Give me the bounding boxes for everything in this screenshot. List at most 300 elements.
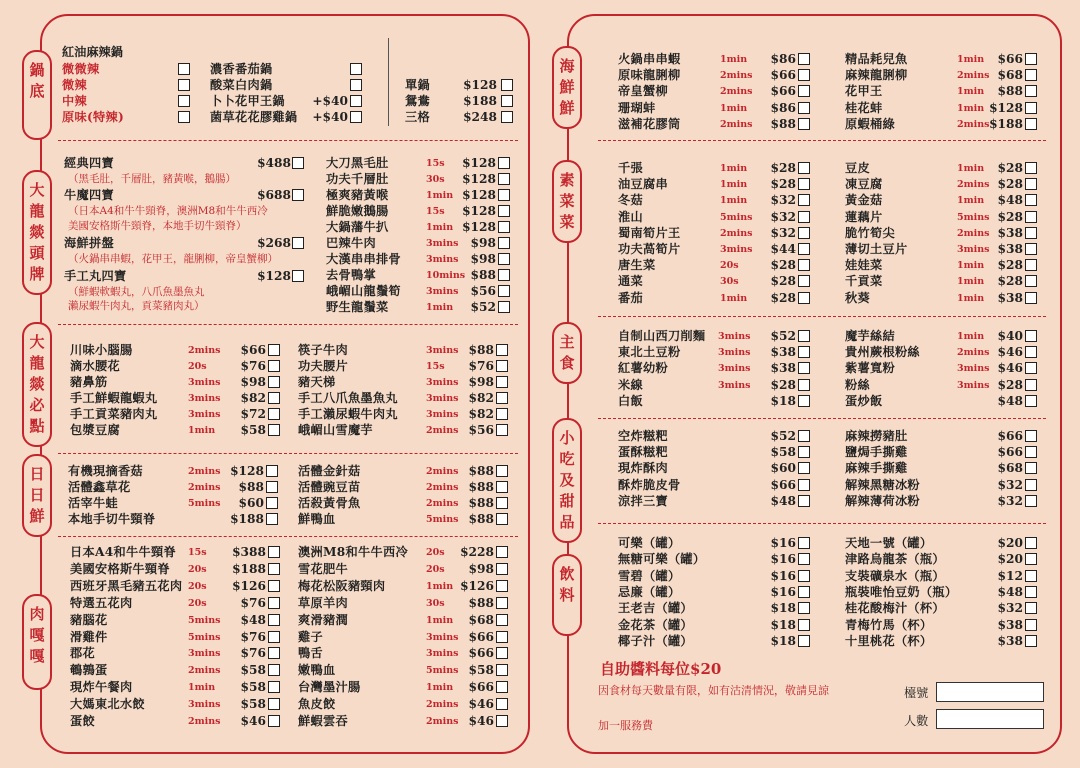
order-checkbox[interactable] (1025, 602, 1037, 614)
menu-item (298, 578, 510, 594)
order-checkbox[interactable] (266, 465, 278, 477)
menu-item (845, 428, 1039, 444)
cook-time: 1min (426, 222, 454, 233)
order-checkbox[interactable] (1025, 53, 1037, 65)
order-checkbox[interactable] (498, 301, 510, 313)
menu-item (298, 374, 510, 390)
item-name: 精品耗兒魚 (845, 52, 908, 66)
order-checkbox[interactable] (268, 698, 280, 710)
order-checkbox[interactable] (498, 157, 510, 169)
order-checkbox[interactable] (798, 537, 810, 549)
order-checkbox[interactable] (798, 227, 810, 239)
combo-name: 手工丸四寶 (64, 269, 127, 283)
item-name: 酥炸脆皮骨 (618, 477, 681, 492)
order-checkbox[interactable] (501, 111, 513, 123)
item-name: 魚皮餃 (298, 697, 336, 712)
item-price: $68 (997, 461, 1023, 476)
section-divider (598, 523, 1046, 524)
order-checkbox[interactable] (1025, 479, 1037, 491)
item-name: 鮮鴨血 (298, 512, 336, 526)
order-checkbox[interactable] (498, 205, 510, 217)
order-checkbox[interactable] (498, 221, 510, 233)
order-checkbox[interactable] (292, 270, 304, 282)
item-price: $16 (770, 552, 796, 567)
order-checkbox[interactable] (268, 614, 280, 626)
order-checkbox[interactable] (268, 408, 280, 420)
menu-item (70, 713, 282, 729)
item-name: 東北土豆粉 (618, 345, 681, 360)
order-checkbox[interactable] (268, 580, 280, 592)
order-checkbox[interactable] (1025, 346, 1037, 358)
item-price: $48 (997, 584, 1023, 599)
cook-time: 2mins (720, 227, 753, 239)
table-number-field[interactable] (936, 682, 1044, 702)
order-checkbox[interactable] (798, 162, 810, 174)
item-name: 無糖可樂（罐） (618, 552, 706, 567)
soup-name: 菌草花花膠雞鍋 (210, 110, 298, 124)
combo-description: 美國安格斯牛頸脊，本地手切牛頸脊） (68, 220, 247, 232)
item-name: 大漢串串排骨 (326, 252, 401, 266)
order-checkbox[interactable] (266, 497, 278, 509)
order-checkbox[interactable] (496, 563, 508, 575)
order-checkbox[interactable] (268, 344, 280, 356)
order-checkbox[interactable] (798, 346, 810, 358)
order-checkbox[interactable] (178, 111, 190, 123)
item-name: 極爽豬黃喉 (326, 188, 389, 202)
item-name: 蜀南筍片王 (618, 225, 681, 240)
item-price: $68 (997, 68, 1023, 83)
item-name: 火鍋串串蝦 (618, 52, 681, 66)
item-price: $12 (997, 568, 1023, 583)
order-checkbox[interactable] (496, 546, 508, 558)
item-price: $66 (468, 680, 494, 695)
order-checkbox[interactable] (798, 495, 810, 507)
order-checkbox[interactable] (268, 715, 280, 727)
menu-item (298, 422, 510, 438)
menu-item (70, 342, 282, 358)
order-checkbox[interactable] (798, 553, 810, 565)
item-price: $52 (770, 329, 796, 343)
item-price: $88 (468, 464, 494, 478)
menu-item (618, 225, 812, 241)
order-checkbox[interactable] (496, 408, 508, 420)
sauce-charge: 自助醬料每位$20 (600, 660, 722, 678)
order-checkbox[interactable] (798, 275, 810, 287)
cook-time: 1min (957, 276, 985, 288)
order-checkbox[interactable] (1025, 85, 1037, 97)
size-name: 鴛鴦 (405, 94, 430, 108)
menu-item (618, 633, 812, 649)
order-checkbox[interactable] (1025, 635, 1037, 647)
cook-time: 2mins (426, 482, 459, 493)
order-checkbox[interactable] (268, 424, 280, 436)
combo-description: （日本A4和牛牛頸脊，澳洲M8和牛牛西冷 (68, 205, 268, 217)
item-price: $16 (770, 584, 796, 599)
item-price: $18 (770, 633, 796, 648)
item-price: $48 (997, 193, 1023, 208)
order-checkbox[interactable] (496, 376, 508, 388)
order-checkbox[interactable] (498, 189, 510, 201)
cook-time: 3mins (426, 377, 459, 388)
order-checkbox[interactable] (798, 446, 810, 458)
menu-item (298, 645, 510, 661)
order-checkbox[interactable] (1025, 553, 1037, 565)
item-name: 西班牙黑毛豬五花肉 (70, 578, 183, 593)
item-name: 秋葵 (845, 290, 870, 305)
pot-size (405, 93, 513, 109)
item-name: 滴水腰花 (70, 359, 120, 373)
order-checkbox[interactable] (798, 395, 810, 407)
item-price: $18 (770, 601, 796, 616)
order-checkbox[interactable] (1025, 102, 1037, 114)
order-checkbox[interactable] (266, 513, 278, 525)
spice-level (62, 93, 194, 109)
soup-base (210, 61, 364, 77)
soup-name: 濃香番茄鍋 (210, 62, 273, 76)
order-checkbox[interactable] (501, 79, 513, 91)
order-checkbox[interactable] (798, 211, 810, 223)
order-checkbox[interactable] (798, 118, 810, 130)
order-checkbox[interactable] (1025, 243, 1037, 255)
item-name: 原味龍脷柳 (618, 68, 681, 83)
menu-item (618, 568, 812, 584)
item-price: $66 (997, 429, 1023, 443)
item-price: $76 (240, 359, 266, 373)
order-checkbox[interactable] (1025, 330, 1037, 342)
cook-time: 1min (426, 190, 454, 201)
menu-item (326, 219, 512, 235)
item-price: $88 (468, 595, 494, 610)
service-charge: 加一服務費 (598, 719, 653, 732)
order-checkbox[interactable] (798, 85, 810, 97)
item-name: 黃金菇 (845, 193, 883, 208)
order-checkbox[interactable] (798, 379, 810, 391)
order-checkbox[interactable] (498, 173, 510, 185)
order-checkbox[interactable] (1025, 395, 1037, 407)
item-price: $32 (770, 209, 796, 224)
order-checkbox[interactable] (798, 635, 810, 647)
section-divider (58, 140, 518, 141)
order-checkbox[interactable] (496, 465, 508, 477)
order-checkbox[interactable] (496, 580, 508, 592)
order-checkbox[interactable] (496, 360, 508, 372)
order-checkbox[interactable] (1025, 194, 1037, 206)
item-name: 淮山 (618, 209, 643, 224)
order-checkbox[interactable] (1025, 259, 1037, 271)
menu-item (326, 235, 512, 251)
order-checkbox[interactable] (268, 597, 280, 609)
order-checkbox[interactable] (498, 253, 510, 265)
item-name: 魔芋絲結 (845, 329, 895, 343)
order-checkbox[interactable] (1025, 69, 1037, 81)
item-price: $20 (997, 552, 1023, 567)
order-checkbox[interactable] (798, 479, 810, 491)
item-price: $66 (997, 445, 1023, 460)
cook-time: 1min (720, 195, 748, 207)
order-checkbox[interactable] (496, 631, 508, 643)
order-checkbox[interactable] (1025, 362, 1037, 374)
item-price: $76 (240, 595, 266, 610)
item-name: 貴州蕨根粉絲 (845, 345, 920, 360)
order-checkbox[interactable] (292, 157, 304, 169)
cook-time: 2mins (720, 118, 753, 130)
order-checkbox[interactable] (798, 570, 810, 582)
menu-item (298, 612, 510, 628)
order-checkbox[interactable] (1025, 495, 1037, 507)
item-price: $88 (468, 480, 494, 494)
order-checkbox[interactable] (1025, 537, 1037, 549)
item-name: 爽滑豬潤 (298, 612, 348, 627)
order-checkbox[interactable] (496, 715, 508, 727)
order-checkbox[interactable] (798, 53, 810, 65)
order-checkbox[interactable] (1025, 586, 1037, 598)
order-checkbox[interactable] (268, 647, 280, 659)
order-checkbox[interactable] (496, 481, 508, 493)
cook-time: 20s (188, 597, 207, 609)
order-checkbox[interactable] (798, 602, 810, 614)
cook-time: 2mins (188, 482, 221, 493)
spice-level (62, 109, 194, 125)
item-price: $88 (238, 480, 264, 494)
item-name: 娃娃菜 (845, 258, 883, 273)
cook-time: 3mins (718, 331, 751, 342)
item-name: 鵪鶉蛋 (70, 663, 108, 678)
item-name: 王老吉（罐） (618, 601, 693, 616)
item-price: $32 (997, 601, 1023, 616)
divider-line (388, 38, 389, 126)
order-checkbox[interactable] (496, 647, 508, 659)
item-name: 現炸酥肉 (618, 461, 668, 476)
menu-item (618, 344, 812, 360)
pot-size (405, 77, 513, 93)
size-name: 單鍋 (405, 78, 430, 92)
order-checkbox[interactable] (350, 111, 362, 123)
item-name: 筷子牛肉 (298, 343, 348, 357)
cook-time: 10mins (426, 270, 466, 281)
cook-time: 1min (188, 425, 216, 436)
order-checkbox[interactable] (496, 597, 508, 609)
menu-item (845, 535, 1039, 551)
cook-time: 3mins (720, 244, 753, 255)
menu-item (298, 696, 510, 712)
order-checkbox[interactable] (1025, 379, 1037, 391)
category-tab-vegetables: 素菜菜 (552, 160, 582, 243)
order-checkbox[interactable] (1025, 462, 1037, 474)
menu-item (70, 390, 282, 406)
order-checkbox[interactable] (798, 586, 810, 598)
menu-item (618, 176, 812, 192)
item-price: $28 (997, 161, 1023, 175)
cook-time: 3mins (426, 286, 459, 297)
menu-item (845, 290, 1039, 306)
item-price: $88 (468, 496, 494, 510)
cook-time: 2mins (188, 466, 221, 477)
order-checkbox[interactable] (496, 513, 508, 525)
item-name: 雪碧（罐） (618, 568, 681, 583)
order-checkbox[interactable] (496, 344, 508, 356)
order-checkbox[interactable] (496, 614, 508, 626)
menu-item (70, 629, 282, 645)
order-checkbox[interactable] (268, 546, 280, 558)
item-name: 蛋酥糍粑 (618, 445, 668, 460)
order-checkbox[interactable] (1025, 178, 1037, 190)
menu-item (845, 444, 1039, 460)
order-checkbox[interactable] (1025, 446, 1037, 458)
item-name: 豬天梯 (298, 375, 336, 389)
cook-time: 1min (426, 302, 454, 313)
cook-time: 3mins (957, 244, 990, 255)
item-price: $188 (232, 561, 266, 576)
order-checkbox[interactable] (1025, 619, 1037, 631)
item-price: $28 (770, 161, 796, 175)
order-checkbox[interactable] (1025, 227, 1037, 239)
menu-item (845, 225, 1039, 241)
order-checkbox[interactable] (1025, 570, 1037, 582)
menu-item (618, 51, 812, 67)
cook-time: 1min (957, 86, 985, 98)
order-checkbox[interactable] (292, 237, 304, 249)
item-name: 功夫腰片 (298, 359, 348, 373)
order-checkbox[interactable] (798, 178, 810, 190)
item-name: 千貢菜 (845, 274, 883, 289)
item-price: $46 (997, 361, 1023, 376)
item-name: 帝皇蟹柳 (618, 84, 668, 99)
item-price: $228 (460, 545, 494, 559)
order-checkbox[interactable] (350, 63, 362, 75)
item-price: $82 (468, 391, 494, 405)
item-price: $98 (470, 252, 496, 266)
order-checkbox[interactable] (798, 259, 810, 271)
order-checkbox[interactable] (496, 681, 508, 693)
order-checkbox[interactable] (798, 292, 810, 304)
item-price: $88 (997, 84, 1023, 99)
section-divider (58, 536, 518, 537)
menu-item (70, 544, 282, 560)
order-checkbox[interactable] (266, 481, 278, 493)
cook-time: 1min (426, 580, 454, 592)
order-checkbox[interactable] (798, 362, 810, 374)
item-name: 米線 (618, 377, 643, 392)
item-name: 峨嵋山龍鬚筍 (326, 284, 401, 298)
headcount-field[interactable] (936, 709, 1044, 729)
order-checkbox[interactable] (292, 189, 304, 201)
order-checkbox[interactable] (498, 285, 510, 297)
order-checkbox[interactable] (268, 360, 280, 372)
order-checkbox[interactable] (350, 95, 362, 107)
order-checkbox[interactable] (798, 69, 810, 81)
item-price: $66 (770, 84, 796, 99)
item-price: $38 (770, 345, 796, 360)
menu-item (70, 358, 282, 374)
size-price: $128 (463, 78, 497, 92)
cook-time: 2mins (957, 179, 990, 191)
item-price: $28 (997, 274, 1023, 289)
order-checkbox[interactable] (268, 631, 280, 643)
menu-item (68, 479, 280, 495)
order-checkbox[interactable] (798, 330, 810, 342)
item-price: $38 (997, 633, 1023, 648)
cook-time: 1min (957, 54, 985, 65)
order-checkbox[interactable] (798, 462, 810, 474)
order-checkbox[interactable] (496, 424, 508, 436)
item-price: $28 (770, 290, 796, 305)
item-price: $28 (997, 177, 1023, 192)
order-checkbox[interactable] (1025, 118, 1037, 130)
menu-item (298, 679, 510, 695)
order-checkbox[interactable] (178, 95, 190, 107)
combo-price: $488 (257, 156, 291, 170)
order-checkbox[interactable] (798, 430, 810, 442)
menu-item (618, 551, 812, 567)
order-checkbox[interactable] (798, 194, 810, 206)
order-checkbox[interactable] (798, 243, 810, 255)
order-checkbox[interactable] (798, 102, 810, 114)
order-checkbox[interactable] (350, 79, 362, 91)
order-checkbox[interactable] (501, 95, 513, 107)
order-checkbox[interactable] (498, 237, 510, 249)
cook-time: 3mins (957, 363, 990, 375)
item-name: 滋補花膠筒 (618, 116, 681, 131)
order-checkbox[interactable] (496, 664, 508, 676)
menu-item (845, 633, 1039, 649)
item-price: $18 (770, 617, 796, 632)
order-checkbox[interactable] (1025, 292, 1037, 304)
order-checkbox[interactable] (498, 269, 510, 281)
cook-time: 1min (720, 54, 748, 65)
cook-time: 3mins (188, 699, 221, 711)
item-name: 豬鼻筋 (70, 375, 108, 389)
order-checkbox[interactable] (268, 563, 280, 575)
item-price: $28 (997, 377, 1023, 392)
cook-time: 2mins (957, 118, 990, 130)
spice-name: 原味(特辣) (62, 110, 125, 124)
order-checkbox[interactable] (1025, 275, 1037, 287)
menu-item (298, 713, 510, 729)
order-checkbox[interactable] (1025, 162, 1037, 174)
order-checkbox[interactable] (798, 619, 810, 631)
item-name: 澳洲M8和牛牛西冷 (298, 545, 408, 559)
order-checkbox[interactable] (268, 681, 280, 693)
menu-item (845, 493, 1039, 509)
order-checkbox[interactable] (496, 497, 508, 509)
spice-level (62, 61, 194, 77)
cook-time: 3mins (957, 379, 990, 391)
item-price: $60 (770, 461, 796, 476)
order-checkbox[interactable] (268, 664, 280, 676)
order-checkbox[interactable] (496, 392, 508, 404)
item-price: $88 (468, 343, 494, 357)
cook-time: 15s (426, 206, 445, 217)
item-price: $66 (468, 629, 494, 644)
order-checkbox[interactable] (268, 392, 280, 404)
order-checkbox[interactable] (178, 79, 190, 91)
order-checkbox[interactable] (1025, 430, 1037, 442)
menu-item (298, 629, 510, 645)
item-price: $88 (470, 268, 496, 282)
item-name: 麻辣撈豬肚 (845, 429, 908, 443)
menu-item (845, 617, 1039, 633)
order-checkbox[interactable] (496, 698, 508, 710)
order-checkbox[interactable] (1025, 211, 1037, 223)
menu-item (70, 578, 282, 594)
category-tab-seafood: 海鮮鮮 (552, 46, 582, 129)
menu-item (845, 116, 1039, 132)
order-checkbox[interactable] (268, 376, 280, 388)
order-checkbox[interactable] (178, 63, 190, 75)
item-price: $76 (468, 359, 494, 373)
item-price: $72 (240, 407, 266, 421)
soup-base (210, 93, 364, 109)
